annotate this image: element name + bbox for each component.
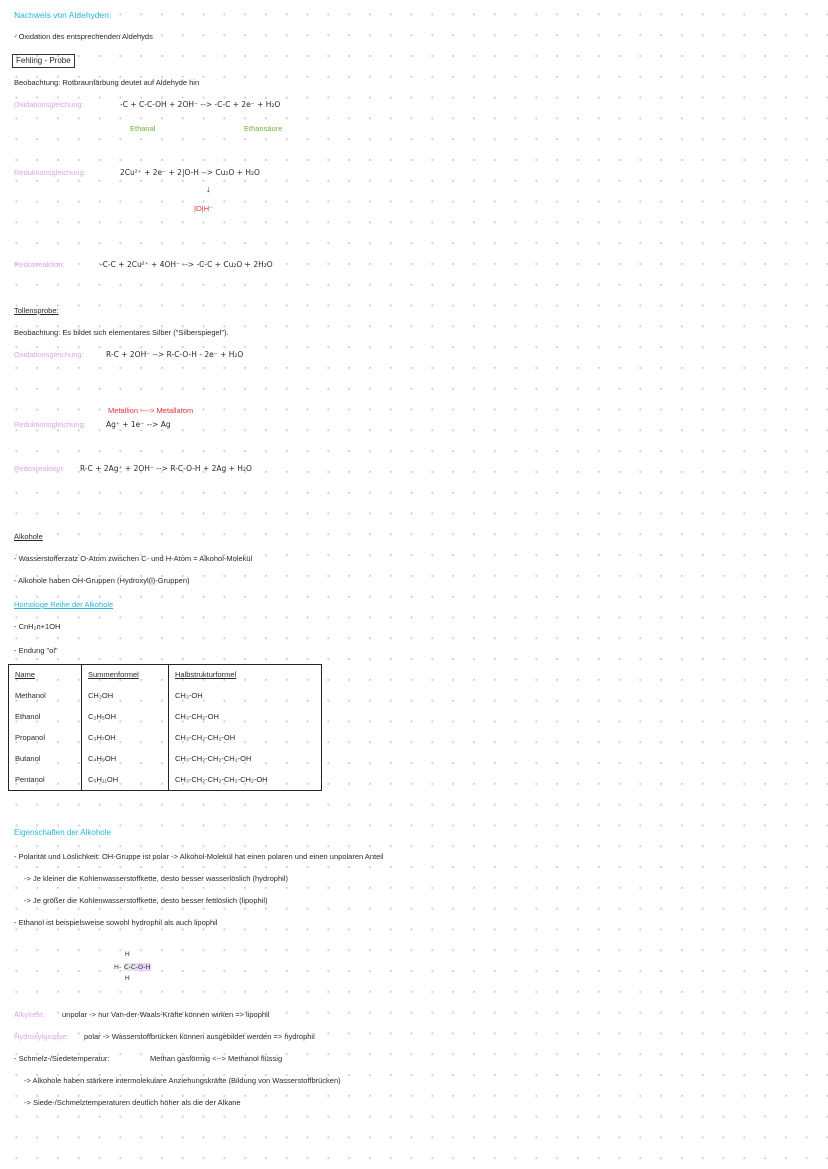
sp-line: -> Alkohole haben stärkere intermolekulare Anziehungskräfte (Bildung von Wasserstoffbrücken) bbox=[24, 1076, 341, 1085]
table-cell: Ethanol bbox=[9, 706, 82, 727]
eigenschaften-line: -> Je kleiner die Kohlenwasserstoffkette, desto besser wasserlöslich (hydrophil) bbox=[24, 874, 288, 883]
table-cell: C₅H₁₁OH bbox=[82, 769, 169, 791]
alkohole-bullet: - Alkohole haben OH-Gruppen (Hydroxyl(l)-Gruppen) bbox=[14, 576, 190, 585]
table-row bbox=[9, 727, 322, 748]
fehling-red-label: Reduktionsgleichung: bbox=[14, 168, 86, 177]
eigenschaften-line: - Ethanol ist beispielsweise sowohl hydrophil als auch lipophil bbox=[14, 918, 218, 927]
table-cell: CH₃OH bbox=[82, 685, 169, 706]
tollens-ox-label: Oxidationsgleichung: bbox=[14, 350, 84, 359]
tollens-heading: Tollensprobe: bbox=[14, 306, 59, 315]
hydroxy-text: polar -> Wasserstoffbrücken können ausgebildet werden => hydrophil bbox=[84, 1032, 315, 1041]
col-header-sum: Summenformel bbox=[82, 665, 169, 686]
table-cell: CH₃-CH₂-OH bbox=[175, 712, 219, 721]
arrow-down-icon: ↓ bbox=[206, 184, 211, 194]
tollens-ox-equation: R-C + 2OH⁻ --> R-C-O-H - 2e⁻ + H₂O bbox=[106, 350, 244, 359]
hydroxyl-highlight: -O-H bbox=[135, 963, 151, 971]
metal-ion-note: Metallion ----> Metallatom bbox=[108, 406, 194, 415]
hydroxy-label: Hydroxylgruppe: bbox=[14, 1032, 69, 1041]
ethanal-label: Ethanal bbox=[130, 124, 156, 133]
alkyl-text: unpolar -> nur Van-der-Waals-Kräfte können wirken => lipophil bbox=[62, 1010, 270, 1019]
table-cell: CH₃-CH₂-CH₂-CH₂-CH₂-OH bbox=[175, 775, 268, 784]
tollens-observation: Beobachtung: Es bildet sich elementares Silber ("Silberspiegel"). bbox=[14, 328, 229, 337]
hydroxide-ion: |O|H⁻ bbox=[194, 204, 214, 213]
sp-label: - Schmelz-/Siedetemperatur: bbox=[14, 1054, 110, 1063]
table-cell: Propanol bbox=[9, 727, 82, 748]
table-cell: C₂H₅OH bbox=[82, 706, 169, 727]
fehling-ox-label: Oxidationsgleichung: bbox=[14, 100, 84, 109]
alkyl-label: Alkylrest: bbox=[14, 1010, 45, 1019]
molecule-h-top: H bbox=[125, 951, 130, 958]
tollens-red-label: Reduktionsgleichung: bbox=[14, 420, 86, 429]
ethanol-molecule bbox=[112, 950, 182, 988]
table-cell: CH₃-OH bbox=[175, 691, 203, 700]
fehling-heading: Fehling - Probe bbox=[12, 54, 75, 68]
eigenschaften-line: -> Je größer die Kohlenwasserstoffkette, desto besser fettlöslich (lipophil) bbox=[24, 896, 268, 905]
homolog-title: Homologe Reihe der Alkohole bbox=[14, 600, 114, 609]
general-formula: - CnH₂n+1OH bbox=[14, 622, 61, 631]
table-cell: Butanol bbox=[9, 748, 82, 769]
eigenschaften-line: - Polarität und Löslichkeit: OH-Gruppe ist polar -> Alkohol-Molekül hat einen polaren und einen unpolaren Anteil bbox=[14, 852, 384, 861]
molecule-h-left: H- bbox=[114, 963, 122, 971]
table-row bbox=[9, 685, 322, 706]
molecule-chain bbox=[124, 962, 151, 972]
page-title: Nachweis von Aldehyden: bbox=[14, 10, 112, 20]
ethansaeure-label: Ethansäure bbox=[244, 124, 283, 133]
eigenschaften-heading: Eigenschaften der Alkohole bbox=[14, 828, 111, 837]
fehling-red-equation: 2Cu²⁺ + 2e⁻ + 2|O-H --> Cu₂O + H₂O bbox=[120, 168, 260, 177]
alkohole-bullet: - Wasserstofferzatz O-Atom zwischen C- und H-Atom = Alkohol-Molekül bbox=[14, 554, 253, 563]
ending-note: - Endung "ol" bbox=[14, 646, 58, 655]
tollens-redox-label: Redoxreaktion: bbox=[14, 464, 65, 473]
homolog-table bbox=[8, 664, 322, 791]
fehling-observation: Beobachtung: Rotbraunfärbung deutet auf Aldehyde hin bbox=[14, 78, 200, 87]
alkyl-highlight: C-C bbox=[124, 963, 136, 971]
table-cell: CH₃-CH₂-CH₂-CH₂-OH bbox=[175, 754, 252, 763]
col-header-half: Halbstrukturformel bbox=[175, 670, 237, 679]
intro-line: - Oxidation des entsprechenden Aldehyds bbox=[14, 32, 153, 41]
table-cell: CH₃-CH₂-CH₂-OH bbox=[175, 733, 236, 742]
tollens-redox-equation: R-C + 2Ag⁺ + 2OH⁻ --> R-C-O-H + 2Ag + H₂O bbox=[80, 464, 252, 473]
table-cell: Pentanol bbox=[9, 769, 82, 791]
table-row bbox=[9, 706, 322, 727]
molecule-h-bottom: H bbox=[125, 975, 130, 982]
alkohole-heading: Alkohole bbox=[14, 532, 43, 541]
tollens-red-equation: Ag⁺ + 1e⁻ --> Ag bbox=[106, 420, 171, 429]
table-header-row bbox=[9, 665, 322, 686]
table-cell: Methanol bbox=[9, 685, 82, 706]
table-row bbox=[9, 769, 322, 791]
table-row bbox=[9, 748, 322, 769]
fehling-ox-equation: -C + C-C-OH + 2OH⁻ --> -C-C + 2e⁻ + H₂O bbox=[120, 100, 281, 109]
table-cell: C₄H₉OH bbox=[82, 748, 169, 769]
col-header-name: Name bbox=[9, 665, 82, 686]
sp-line: -> Siede-/Schmelztemperaturen deutlich höher als die der Alkane bbox=[24, 1098, 241, 1107]
table-cell: C₃H₇OH bbox=[82, 727, 169, 748]
fehling-redox-equation: -C-C + 2Cu²⁺ + 4OH⁻ --> -C-C + Cu₂O + 2H₂O bbox=[100, 260, 273, 269]
fehling-redox-label: Redoxreaktion: bbox=[14, 260, 65, 269]
sp-text: Methan gasförmig <--> Methanol flüssig bbox=[150, 1054, 283, 1063]
